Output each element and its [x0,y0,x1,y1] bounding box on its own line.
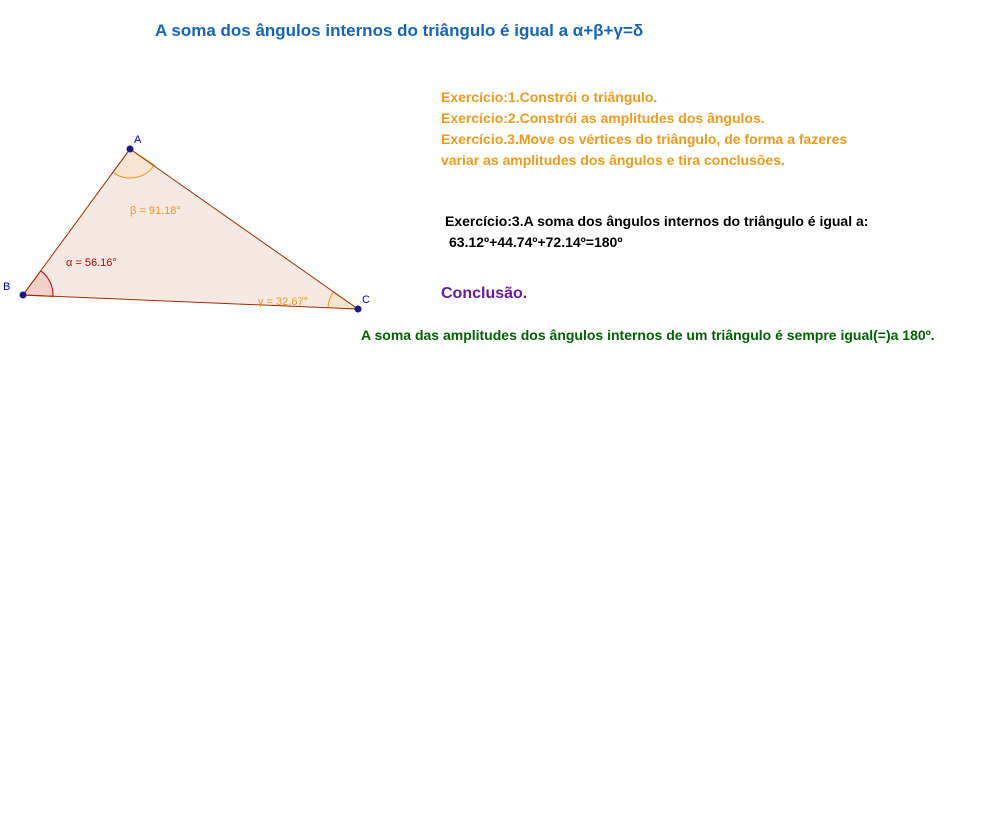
angle-alpha-label: α = 56.16° [66,257,117,269]
angle-beta-label: β = 91.18° [130,205,181,217]
exercise-2-text: Exercício:2.Constrói as amplitudes dos ângulos. [441,110,765,126]
conclusion-label: Conclusão. [441,285,528,302]
angle-sum-heading: Exercício:3.A soma dos ângulos internos do triângulo é igual a: [445,213,869,229]
triangle-polygon[interactable] [23,149,358,309]
angle-gamma-label: γ = 32.67° [258,296,308,308]
vertex-c-label: C [362,294,370,306]
angle-gamma-sector[interactable] [328,292,358,309]
exercise-3-continued-text: variar as amplitudes dos ângulos e tira conclusões. [441,152,785,168]
angle-sum-equation: 63.12º+44.74º+72.14º=180º [449,234,623,250]
exercise-1-text: Exercício:1.Constrói o triângulo. [441,89,658,105]
vertex-b-point[interactable] [20,292,27,299]
conclusion-text: A soma das amplitudes dos ângulos internos de um triângulo é sempre igual(=)a 180º. [361,327,935,343]
exercise-3-text: Exercício.3.Move os vértices do triângulo, de forma a fazeres [441,131,848,147]
page-title: A soma dos ângulos internos do triângulo é igual a α+β+γ=δ [155,21,644,40]
vertex-a-label: A [134,134,142,146]
vertex-a-point[interactable] [127,146,134,153]
vertex-c-point[interactable] [355,306,362,313]
vertex-b-label: B [3,281,11,293]
